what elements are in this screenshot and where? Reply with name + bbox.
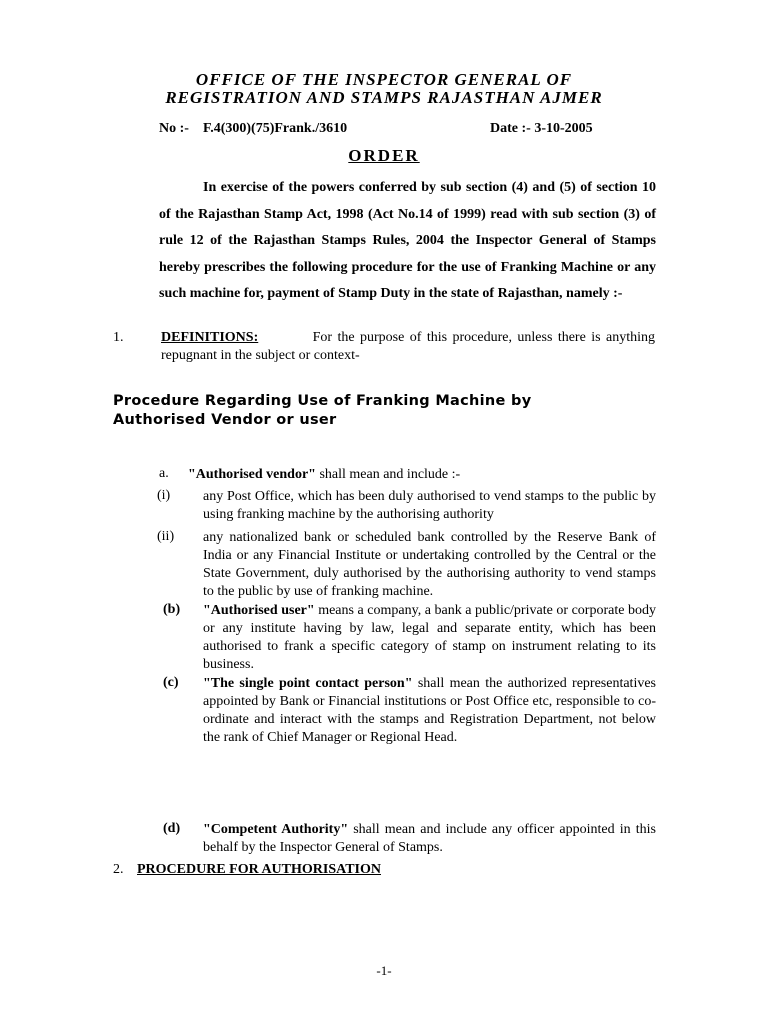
order-title: ORDER — [348, 146, 420, 165]
section-1-text: For the purpose of this procedure, unless there is anything repugnant in the subject or context- — [161, 330, 656, 363]
def-b-text: means a company, a bank a public/private or corporate body or any institute having by law, legal and separate entity, which has been authorised to frank a specific category of stamp on instrument relating to its business. — [203, 603, 656, 672]
procedure-heading — [113, 392, 673, 430]
def-a-i-marker: (i) — [157, 488, 171, 503]
def-a-ii-text: any nationalized bank or scheduled bank controlled by the Reserve Bank of India or any Financial Institute or undertaking controlled by the Central or the State Government, duly authorised by the authorising authority to vend stamps to the public by use of franking machine. — [203, 530, 656, 599]
reference-number-label: No :- — [159, 121, 189, 136]
procedure-heading-line1: Procedure Regarding Use of Franking Machine by — [113, 393, 532, 409]
def-c-text: shall mean the authorized representatives appointed by Bank or Financial institutions or Post Office etc, responsible to co-ordinate and interact with the stamps and Registration Department, not below the rank of Chief Manager or Regional Head. — [203, 676, 656, 745]
office-header-line1: OFFICE OF THE INSPECTOR GENERAL OF — [195, 70, 573, 89]
def-d-text: shall mean and include any officer appointed in this behalf by the Inspector General of Stamps. — [203, 822, 656, 855]
def-d-term: "Competent Authority" — [203, 822, 349, 837]
section-1-number: 1. — [113, 330, 124, 345]
def-b-authorised-user — [203, 602, 656, 674]
section-2-heading: PROCEDURE FOR AUTHORISATION — [137, 862, 381, 877]
reference-number-value: F.4(300)(75)Frank./3610 — [202, 121, 348, 136]
def-c-single-point-contact — [203, 675, 656, 747]
section-1-definitions — [161, 329, 655, 365]
def-d-marker: (d) — [163, 821, 181, 836]
order-date-value: 3-10-2005 — [534, 121, 593, 136]
def-a-term: "Authorised vendor" — [188, 467, 316, 482]
def-a-i-text: any Post Office, which has been duly authorised to vend stamps to the public by using franking machine by the authorising authority — [203, 489, 656, 522]
def-a-marker: a. — [159, 466, 169, 481]
def-a-text: shall mean and include :- — [315, 467, 461, 482]
def-a-ii-marker: (ii) — [157, 529, 175, 544]
order-date-label: Date :- — [490, 121, 531, 136]
def-b-term: "Authorised user" — [203, 603, 315, 618]
section-2-number: 2. — [113, 862, 124, 877]
procedure-heading-line2: Authorised Vendor or user — [113, 412, 337, 428]
def-c-term: "The single point contact person" — [203, 676, 413, 691]
page-number: -1- — [376, 963, 392, 978]
def-c-marker: (c) — [163, 675, 179, 690]
order-date — [490, 121, 593, 137]
def-d-competent-authority — [203, 821, 656, 857]
section-1-heading: DEFINITIONS: — [161, 330, 259, 345]
office-header-line2: REGISTRATION AND STAMPS RAJASTHAN AJMER — [165, 88, 603, 107]
reference-number — [159, 121, 347, 137]
def-a-authorised-vendor — [188, 466, 656, 484]
def-b-marker: (b) — [163, 602, 181, 617]
preamble-paragraph: In exercise of the powers conferred by sub section (4) and (5) of section 10 of the Rajasthan Stamp Act, 1998 (Act No.14 of 1999) read with sub section (3) of rule 12 of the Rajasthan Stamps Rules, 2004 the Inspector General of Stamps hereby prescribes the following procedure for the use of Franking Machine or any such machine for, payment of Stamp Duty in the state of Rajasthan, namely :- — [159, 180, 656, 301]
